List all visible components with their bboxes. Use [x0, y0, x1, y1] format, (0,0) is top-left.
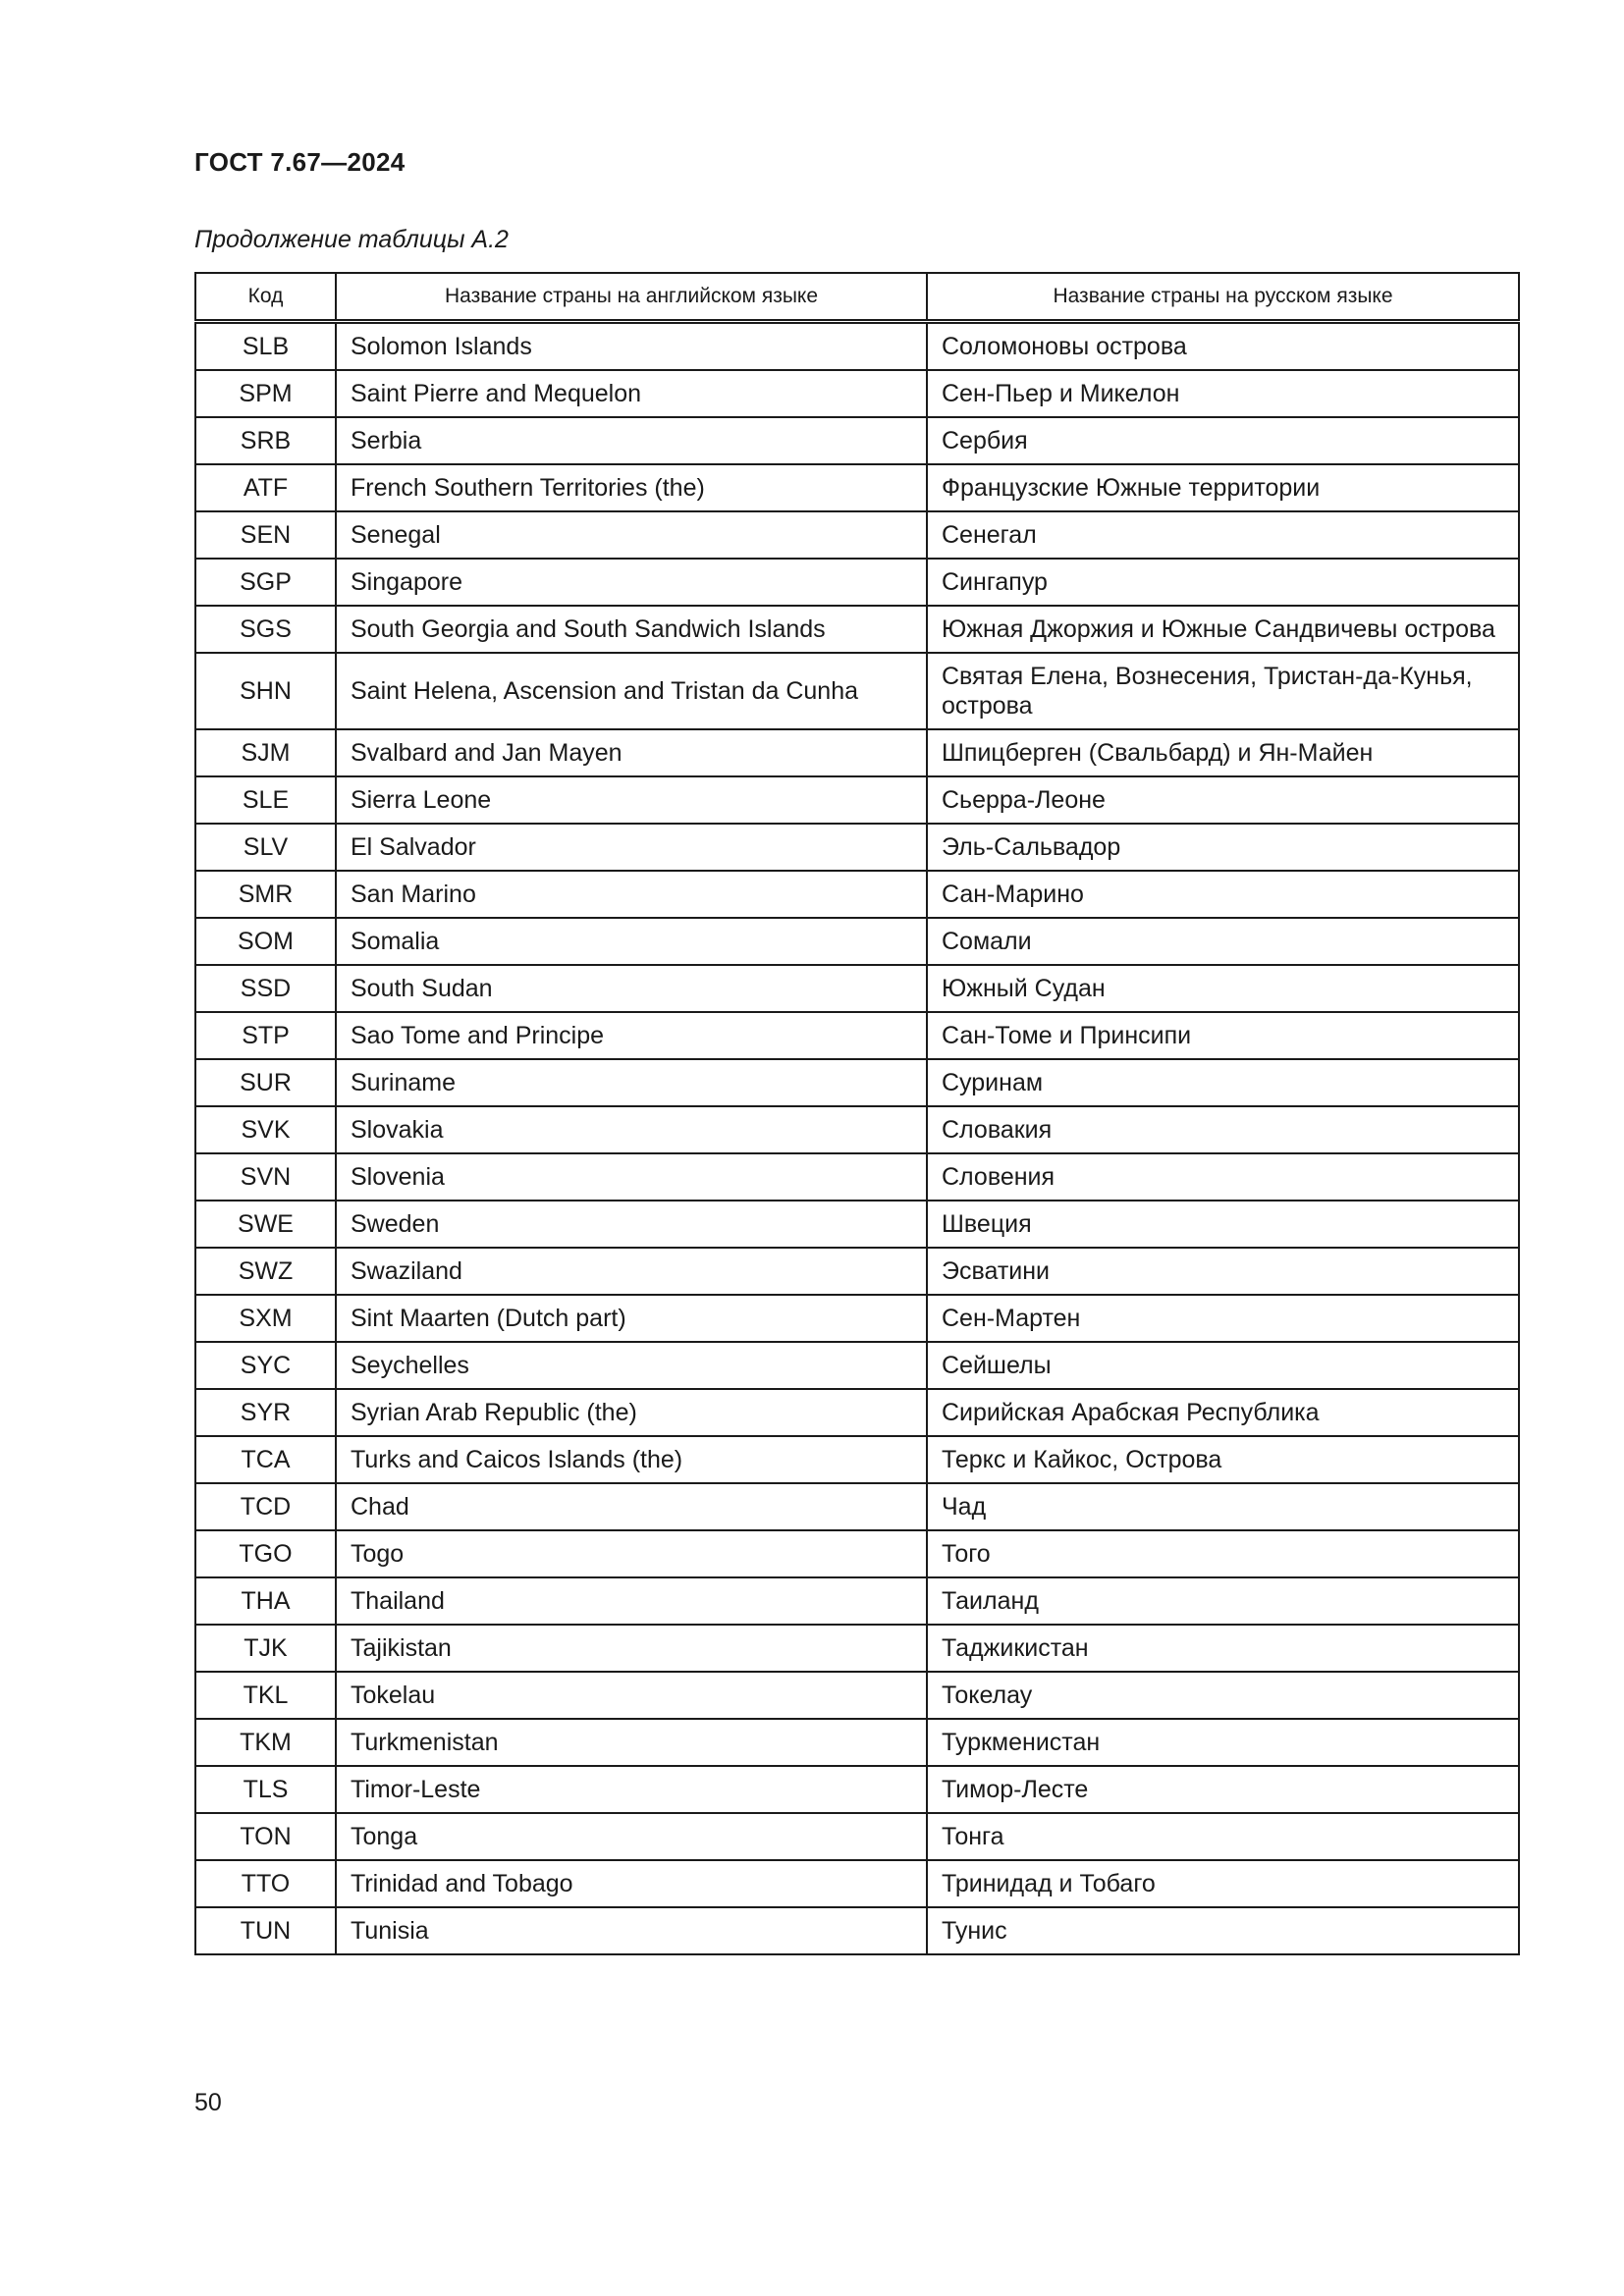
russian-name-cell: Суринам: [927, 1059, 1519, 1106]
english-name-cell: Togo: [336, 1530, 927, 1577]
table-row: [195, 511, 1519, 559]
table-row: [195, 1106, 1519, 1153]
country-code-cell: TCD: [195, 1483, 336, 1530]
table-row: [195, 776, 1519, 824]
russian-name-cell: Швеция: [927, 1201, 1519, 1248]
table-row: [195, 1153, 1519, 1201]
column-header-russian-name: Название страны на русском языке: [927, 273, 1519, 322]
english-name-cell: French Southern Territories (the): [336, 464, 927, 511]
english-name-cell: Saint Helena, Ascension and Tristan da Cunha: [336, 653, 927, 729]
country-code-cell: SEN: [195, 511, 336, 559]
russian-name-cell: Святая Елена, Вознесения, Тристан-да-Кунья, острова: [927, 653, 1519, 729]
russian-name-cell: Сан-Томе и Принсипи: [927, 1012, 1519, 1059]
russian-name-cell: Эсватини: [927, 1248, 1519, 1295]
table-row: [195, 1672, 1519, 1719]
english-name-cell: Sierra Leone: [336, 776, 927, 824]
russian-name-cell: Сен-Пьер и Микелон: [927, 370, 1519, 417]
table-row: [195, 1342, 1519, 1389]
english-name-cell: Timor-Leste: [336, 1766, 927, 1813]
russian-name-cell: Сейшелы: [927, 1342, 1519, 1389]
country-code-cell: SYC: [195, 1342, 336, 1389]
russian-name-cell: Французские Южные территории: [927, 464, 1519, 511]
country-code-cell: TLS: [195, 1766, 336, 1813]
english-name-cell: Seychelles: [336, 1342, 927, 1389]
english-name-cell: Turkmenistan: [336, 1719, 927, 1766]
table-caption: Продолжение таблицы А.2: [194, 226, 509, 253]
english-name-cell: Sint Maarten (Dutch part): [336, 1295, 927, 1342]
country-code-cell: SLE: [195, 776, 336, 824]
page-number: 50: [194, 2089, 222, 2116]
english-name-cell: San Marino: [336, 871, 927, 918]
country-code-cell: TTO: [195, 1860, 336, 1907]
english-name-cell: El Salvador: [336, 824, 927, 871]
russian-name-cell: Южная Джоржия и Южные Сандвичевы острова: [927, 606, 1519, 653]
country-code-cell: SWZ: [195, 1248, 336, 1295]
russian-name-cell: Южный Судан: [927, 965, 1519, 1012]
table-row: [195, 1530, 1519, 1577]
country-code-cell: TCA: [195, 1436, 336, 1483]
russian-name-cell: Тонга: [927, 1813, 1519, 1860]
country-code-cell: SWE: [195, 1201, 336, 1248]
country-code-cell: TUN: [195, 1907, 336, 1954]
english-name-cell: Sweden: [336, 1201, 927, 1248]
russian-name-cell: Тринидад и Тобаго: [927, 1860, 1519, 1907]
russian-name-cell: Сенегал: [927, 511, 1519, 559]
country-code-cell: SSD: [195, 965, 336, 1012]
country-code-cell: TON: [195, 1813, 336, 1860]
country-code-cell: SUR: [195, 1059, 336, 1106]
table-header: [195, 273, 1519, 322]
english-name-cell: Tajikistan: [336, 1625, 927, 1672]
russian-name-cell: Тимор-Лесте: [927, 1766, 1519, 1813]
russian-name-cell: Тунис: [927, 1907, 1519, 1954]
english-name-cell: Thailand: [336, 1577, 927, 1625]
country-code-cell: SVN: [195, 1153, 336, 1201]
table-row: [195, 1295, 1519, 1342]
country-code-cell: SLB: [195, 322, 336, 371]
russian-name-cell: Словакия: [927, 1106, 1519, 1153]
english-name-cell: Solomon Islands: [336, 322, 927, 371]
country-code-cell: SRB: [195, 417, 336, 464]
country-code-cell: TKM: [195, 1719, 336, 1766]
table-row: [195, 559, 1519, 606]
table-row: [195, 1766, 1519, 1813]
russian-name-cell: Таиланд: [927, 1577, 1519, 1625]
country-codes-table: [194, 272, 1520, 1955]
table-row: [195, 1436, 1519, 1483]
english-name-cell: Trinidad and Tobago: [336, 1860, 927, 1907]
english-name-cell: Chad: [336, 1483, 927, 1530]
country-code-cell: SJM: [195, 729, 336, 776]
table-row: [195, 1201, 1519, 1248]
english-name-cell: Sao Tome and Principe: [336, 1012, 927, 1059]
english-name-cell: Senegal: [336, 511, 927, 559]
table-row: [195, 1577, 1519, 1625]
russian-name-cell: Сербия: [927, 417, 1519, 464]
english-name-cell: Saint Pierre and Mequelon: [336, 370, 927, 417]
country-table-container: [194, 272, 1518, 1955]
russian-name-cell: Таджикистан: [927, 1625, 1519, 1672]
english-name-cell: Svalbard and Jan Mayen: [336, 729, 927, 776]
table-body: [195, 322, 1519, 1955]
english-name-cell: Syrian Arab Republic (the): [336, 1389, 927, 1436]
english-name-cell: Suriname: [336, 1059, 927, 1106]
table-row: [195, 965, 1519, 1012]
country-code-cell: SLV: [195, 824, 336, 871]
table-row: [195, 729, 1519, 776]
english-name-cell: Slovakia: [336, 1106, 927, 1153]
english-name-cell: Tonga: [336, 1813, 927, 1860]
table-row: [195, 1907, 1519, 1954]
column-header-code: Код: [195, 273, 336, 322]
russian-name-cell: Шпицберген (Свальбард) и Ян-Майен: [927, 729, 1519, 776]
table-row: [195, 1389, 1519, 1436]
russian-name-cell: Теркс и Кайкос, Острова: [927, 1436, 1519, 1483]
russian-name-cell: Сан-Марино: [927, 871, 1519, 918]
table-row: [195, 871, 1519, 918]
russian-name-cell: Сьерра-Леоне: [927, 776, 1519, 824]
country-code-cell: SGP: [195, 559, 336, 606]
country-code-cell: SHN: [195, 653, 336, 729]
table-row: [195, 824, 1519, 871]
english-name-cell: Serbia: [336, 417, 927, 464]
russian-name-cell: Сингапур: [927, 559, 1519, 606]
country-code-cell: SVK: [195, 1106, 336, 1153]
table-row: [195, 918, 1519, 965]
table-row: [195, 1059, 1519, 1106]
russian-name-cell: Токелау: [927, 1672, 1519, 1719]
russian-name-cell: Чад: [927, 1483, 1519, 1530]
english-name-cell: Slovenia: [336, 1153, 927, 1201]
country-code-cell: SOM: [195, 918, 336, 965]
country-code-cell: SXM: [195, 1295, 336, 1342]
english-name-cell: Singapore: [336, 559, 927, 606]
table-row: [195, 1813, 1519, 1860]
country-code-cell: SPM: [195, 370, 336, 417]
table-row: [195, 464, 1519, 511]
table-header-row: [195, 273, 1519, 322]
russian-name-cell: Соломоновы острова: [927, 322, 1519, 371]
russian-name-cell: Туркменистан: [927, 1719, 1519, 1766]
table-row: [195, 370, 1519, 417]
english-name-cell: Turks and Caicos Islands (the): [336, 1436, 927, 1483]
document-header: ГОСТ 7.67—2024: [194, 147, 406, 177]
country-code-cell: STP: [195, 1012, 336, 1059]
country-code-cell: SYR: [195, 1389, 336, 1436]
russian-name-cell: Сомали: [927, 918, 1519, 965]
table-row: [195, 1719, 1519, 1766]
table-row: [195, 653, 1519, 729]
english-name-cell: South Sudan: [336, 965, 927, 1012]
country-code-cell: ATF: [195, 464, 336, 511]
column-header-english-name: Название страны на английском языке: [336, 273, 927, 322]
table-row: [195, 1012, 1519, 1059]
table-row: [195, 417, 1519, 464]
russian-name-cell: Словения: [927, 1153, 1519, 1201]
russian-name-cell: Того: [927, 1530, 1519, 1577]
russian-name-cell: Эль-Сальвадор: [927, 824, 1519, 871]
country-code-cell: TJK: [195, 1625, 336, 1672]
table-row: [195, 322, 1519, 371]
russian-name-cell: Сен-Мартен: [927, 1295, 1519, 1342]
country-code-cell: SGS: [195, 606, 336, 653]
table-row: [195, 1625, 1519, 1672]
english-name-cell: Swaziland: [336, 1248, 927, 1295]
english-name-cell: Somalia: [336, 918, 927, 965]
table-row: [195, 1860, 1519, 1907]
country-code-cell: TKL: [195, 1672, 336, 1719]
table-row: [195, 1248, 1519, 1295]
english-name-cell: Tunisia: [336, 1907, 927, 1954]
country-code-cell: THA: [195, 1577, 336, 1625]
english-name-cell: South Georgia and South Sandwich Islands: [336, 606, 927, 653]
english-name-cell: Tokelau: [336, 1672, 927, 1719]
country-code-cell: SMR: [195, 871, 336, 918]
table-row: [195, 1483, 1519, 1530]
russian-name-cell: Сирийская Арабская Республика: [927, 1389, 1519, 1436]
table-row: [195, 606, 1519, 653]
country-code-cell: TGO: [195, 1530, 336, 1577]
